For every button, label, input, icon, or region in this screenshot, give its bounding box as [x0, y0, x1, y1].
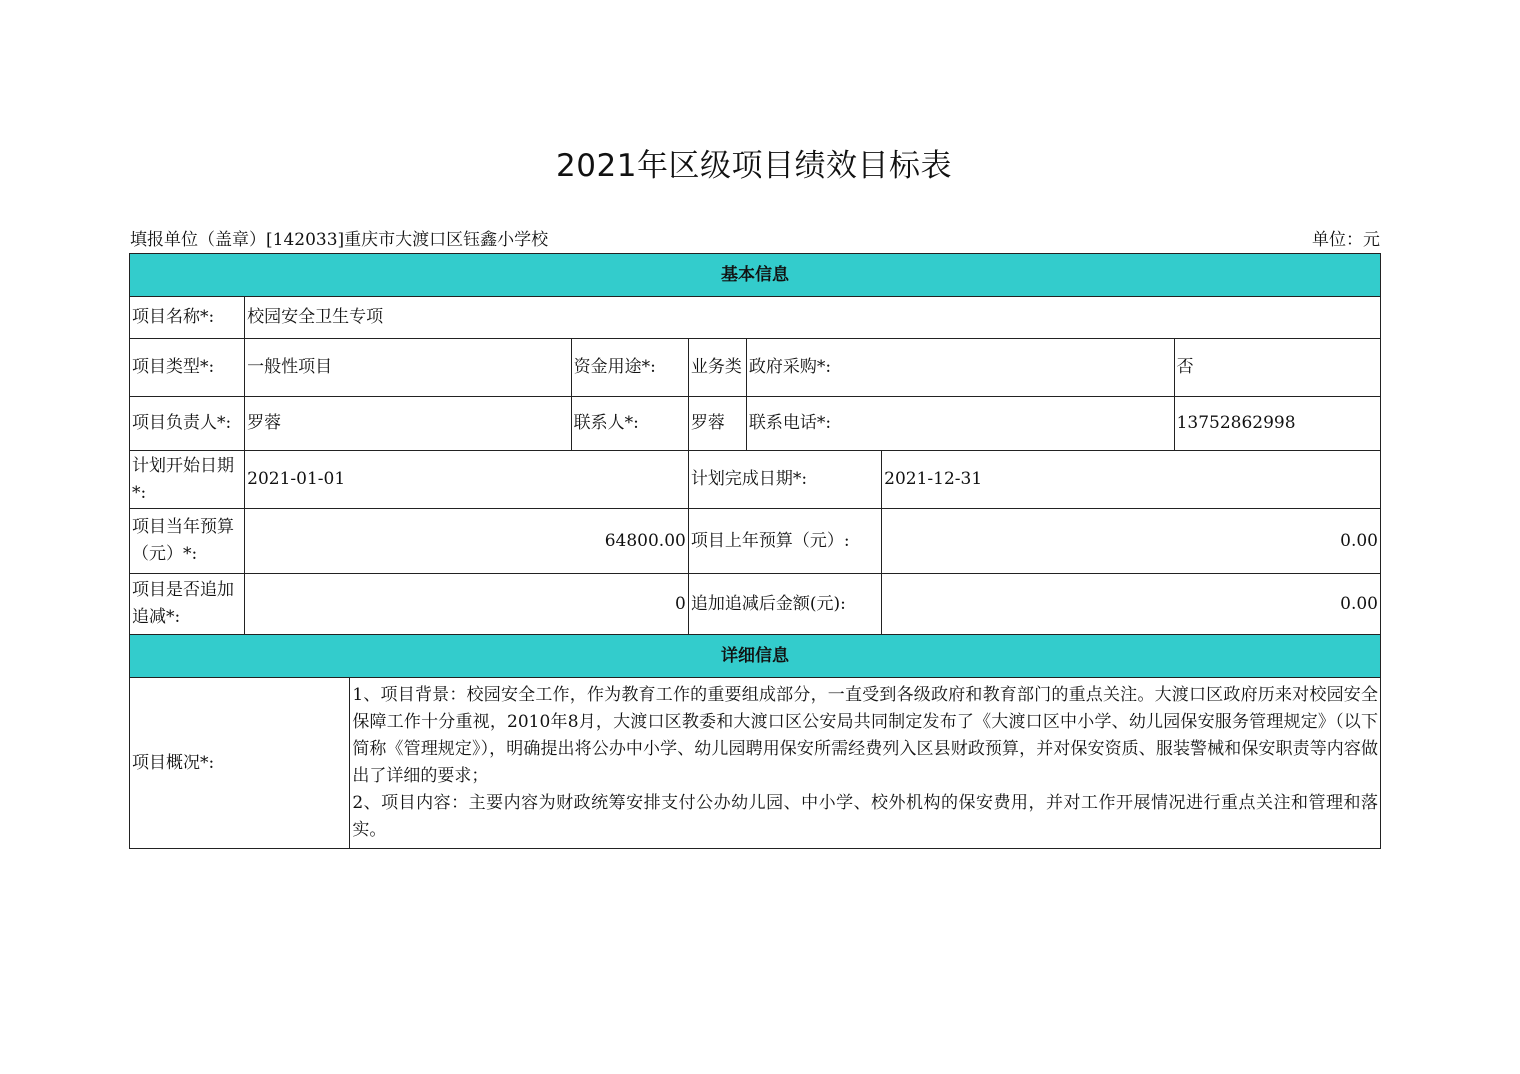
project-name-value: 校园安全卫生专项: [245, 297, 1381, 339]
project-leader-value: 罗蓉: [245, 397, 572, 451]
row-project-type: [130, 339, 1381, 397]
phone-label: 联系电话*:: [746, 397, 1174, 451]
gov-procurement-value: 否: [1174, 339, 1380, 397]
adjusted-amount-value: 0.00: [882, 574, 1381, 635]
plan-end-value: 2021-12-31: [882, 451, 1381, 509]
performance-target-table: [129, 253, 1381, 849]
page-title: 2021年区级项目绩效目标表: [556, 148, 952, 184]
adjusted-label: 项目是否追加追减*:: [130, 574, 245, 635]
contact-value: 罗蓉: [688, 397, 746, 451]
fund-use-value: 业务类: [688, 339, 746, 397]
fund-use-label: 资金用途*:: [571, 339, 688, 397]
project-leader-label: 项目负责人*:: [130, 397, 245, 451]
overview-text: [350, 678, 1381, 849]
row-budget: [130, 509, 1381, 574]
row-adjustment: [130, 574, 1381, 635]
plan-end-label: 计划完成日期*:: [688, 451, 881, 509]
row-project-name: [130, 297, 1381, 339]
project-name-label: 项目名称*:: [130, 297, 245, 339]
adjusted-value: 0: [245, 574, 689, 635]
row-project-leader: [130, 397, 1381, 451]
overview-paragraph: 2、项目内容：主要内容为财政统筹安排支付公办幼儿园、中小学、校外机构的保安费用，并对工作开展情况进行重点关注和管理和落实。: [352, 793, 1378, 840]
project-type-label: 项目类型*:: [130, 339, 245, 397]
current-budget-value: 64800.00: [245, 509, 689, 574]
section-row-detail: [130, 635, 1381, 678]
gov-procurement-label: 政府采购*:: [746, 339, 1174, 397]
phone-value: 13752862998: [1174, 397, 1380, 451]
contact-label: 联系人*:: [571, 397, 688, 451]
filing-unit: 填报单位（盖章）[142033]重庆市大渡口区钰鑫小学校: [130, 230, 549, 250]
adjusted-amount-label: 追加追减后金额(元):: [688, 574, 881, 635]
overview-label: 项目概况*:: [130, 678, 350, 849]
project-type-value: 一般性项目: [245, 339, 572, 397]
plan-start-value: 2021-01-01: [245, 451, 689, 509]
section-title-basic: 基本信息: [130, 254, 1381, 297]
row-plan-dates: [130, 451, 1381, 509]
overview-paragraph: 1、项目背景：校园安全工作，作为教育工作的重要组成部分，一直受到各级政府和教育部门的重点关注。大渡口区政府历来对校园安全保障工作十分重视，2010年8月，大渡口区教委和大渡口区公安局共同制定发布了《大渡口区中小学、幼儿园保安服务管理规定》（以下简称《管理规定》），明确提出将公办中小学、幼儿园聘用保安所需经费列入区县财政预算，并对保安资质、服装警械和保安职责等内容做出了详细的要求；: [352, 685, 1378, 786]
row-overview: [130, 678, 1381, 849]
form-meta-row: [130, 225, 1380, 251]
currency-unit: 单位：元: [1312, 230, 1380, 250]
section-title-detail: 详细信息: [130, 635, 1381, 678]
plan-start-label: 计划开始日期*:: [130, 451, 245, 509]
current-budget-label: 项目当年预算（元）*:: [130, 509, 245, 574]
last-budget-value: 0.00: [882, 509, 1381, 574]
section-row-basic: [130, 254, 1381, 297]
last-budget-label: 项目上年预算（元）:: [688, 509, 881, 574]
